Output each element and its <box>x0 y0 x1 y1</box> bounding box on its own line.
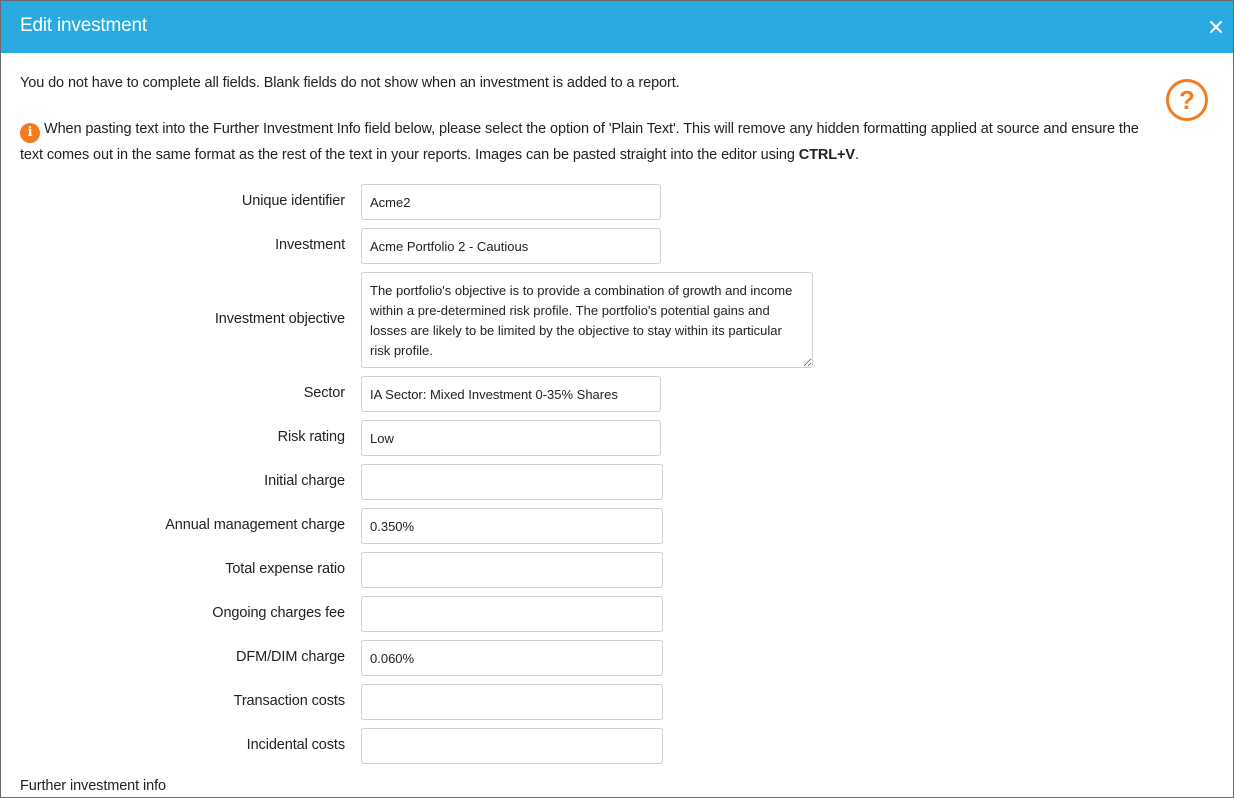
risk-rating-input[interactable] <box>361 420 661 456</box>
notice-end: . <box>854 147 859 163</box>
transaction-costs-input[interactable] <box>361 684 663 720</box>
paste-notice <box>20 117 1150 167</box>
investment-label: Investment <box>275 237 345 253</box>
investment-input[interactable] <box>361 228 661 264</box>
initial-charge-input[interactable] <box>361 464 663 500</box>
risk-rating-label: Risk rating <box>277 429 345 445</box>
intro-text: You do not have to complete all fields. Blank fields do not show when an investment is added to a report. <box>20 75 680 91</box>
unique-identifier-input[interactable] <box>361 184 661 220</box>
total-expense-ratio-input[interactable] <box>361 552 663 588</box>
sector-label: Sector <box>303 385 345 401</box>
unique-identifier-label: Unique identifier <box>241 193 345 209</box>
notice-text: When pasting text into the Further Investment Info field below, please select the option of 'Plain Text'. This will remove any hidden formatting applied at source and ensure the text comes out in the same format as the rest of the text in your reports. Images can be pasted straight into the editor using <box>20 121 1139 163</box>
close-icon[interactable] <box>1207 18 1225 36</box>
dfm-dim-charge-input[interactable] <box>361 640 663 676</box>
svg-text:?: ? <box>1179 85 1195 115</box>
info-icon: i <box>20 123 40 143</box>
incidental-costs-label: Incidental costs <box>246 737 345 753</box>
investment-objective-textarea[interactable] <box>361 272 813 368</box>
further-investment-info-label: Further investment info <box>20 778 166 794</box>
ongoing-charges-fee-label: Ongoing charges fee <box>212 605 345 621</box>
annual-management-charge-label: Annual management charge <box>165 517 345 533</box>
notice-shortcut: CTRL+V <box>798 147 855 163</box>
total-expense-ratio-label: Total expense ratio <box>225 561 345 577</box>
sector-input[interactable] <box>361 376 661 412</box>
initial-charge-label: Initial charge <box>264 473 345 489</box>
dialog-title: Edit investment <box>20 15 147 36</box>
investment-objective-label: Investment objective <box>214 311 345 327</box>
help-icon[interactable] <box>1165 78 1209 122</box>
dfm-dim-charge-label: DFM/DIM charge <box>236 649 345 665</box>
ongoing-charges-fee-input[interactable] <box>361 596 663 632</box>
incidental-costs-input[interactable] <box>361 728 663 764</box>
annual-management-charge-input[interactable] <box>361 508 663 544</box>
dialog-header <box>1 1 1233 53</box>
transaction-costs-label: Transaction costs <box>233 693 345 709</box>
